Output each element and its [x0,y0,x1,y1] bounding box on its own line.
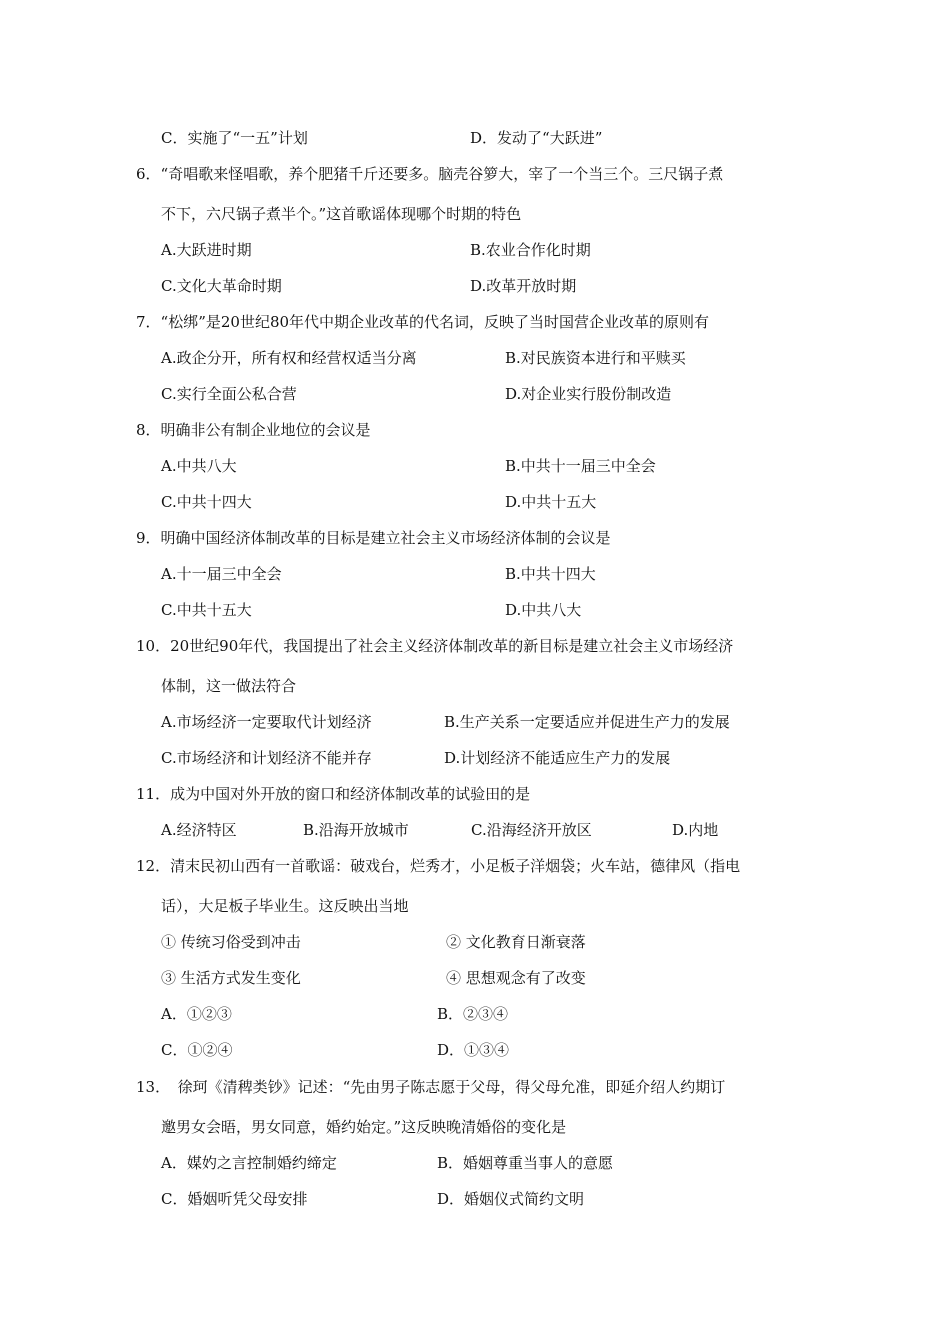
q11-option-c: C.沿海经济开放区 [471,821,592,839]
q7-option-d: D.对企业实行股份制改造 [505,385,672,403]
q12-item-1: ① 传统习俗受到冲击 [161,933,301,951]
q12-stem-line1: 12．清末民初山西有一首歌谣：破戏台，烂秀才，小足板子洋烟袋；火车站，德律风（指电 [136,857,741,875]
q10-option-a: A.市场经济一定要取代计划经济 [161,713,372,731]
q10-option-c: C.市场经济和计划经济不能并存 [161,749,372,767]
q11-option-a: A.经济特区 [161,821,237,839]
q6-stem-line2: 不下，六尺锅子煮半个。”这首歌谣体现哪个时期的特色 [161,205,522,223]
q12-option-d: D．①③④ [437,1041,510,1059]
q12-option-c: C．①②④ [161,1041,233,1059]
q6-stem-line1: 6．“奇唱歌来怪唱歌，养个肥猪千斤还要多。脑壳谷箩大，宰了一个当三个。三尺锅子煮 [136,165,724,183]
q8-option-b: B.中共十一届三中全会 [505,457,656,475]
q13-option-a: A．媒妁之言控制婚约缔定 [161,1154,337,1172]
q11-option-d: D.内地 [672,821,719,839]
q7-option-b: B.对民族资本进行和平赎买 [505,349,686,367]
q12-item-2: ② 文化教育日渐衰落 [446,933,586,951]
q9-option-d: D.中共八大 [505,601,582,619]
q7-option-a: A.政企分开，所有权和经营权适当分离 [161,349,417,367]
q13-option-c: C．婚姻听凭父母安排 [161,1190,308,1208]
q10-stem-line1: 10．20世纪90年代，我国提出了社会主义经济体制改革的新目标是建立社会主义市场经济 [136,637,734,655]
q8-stem-line1: 8．明确非公有制企业地位的会议是 [136,421,371,439]
q5-option-c: C．实施了“一五”计划 [161,129,308,147]
q11-stem-line1: 11．成为中国对外开放的窗口和经济体制改革的试验田的是 [136,785,531,803]
q8-option-d: D.中共十五大 [505,493,597,511]
q13-stem-line2: 邀男女会晤，男女同意，婚约始定。”这反映晚清婚俗的变化是 [161,1118,567,1136]
q6-option-b: B.农业合作化时期 [470,241,591,259]
q12-item-4: ④ 思想观念有了改变 [446,969,586,987]
q10-option-d: D.计划经济不能适应生产力的发展 [444,749,671,767]
q9-option-b: B.中共十四大 [505,565,596,583]
q12-stem-line2: 话），大足板子毕业生。这反映出当地 [161,897,409,915]
q11-option-b: B.沿海开放城市 [303,821,409,839]
q13-stem-line1: 13． 徐珂《清稗类钞》记述：“先由男子陈志愿于父母，得父母允准，即延介绍人约期订 [136,1078,726,1096]
q8-option-a: A.中共八大 [161,457,237,475]
q9-option-a: A.十一届三中全会 [161,565,282,583]
q7-stem-line1: 7．“松绑”是20世纪80年代中期企业改革的代名词，反映了当时国营企业改革的原则有 [136,313,710,331]
q12-option-b: B．②③④ [437,1005,509,1023]
q13-option-b: B．婚姻尊重当事人的意愿 [437,1154,614,1172]
q8-option-c: C.中共十四大 [161,493,252,511]
q10-stem-line2: 体制，这一做法符合 [161,677,297,695]
q12-item-3: ③ 生活方式发生变化 [161,969,301,987]
q9-option-c: C.中共十五大 [161,601,252,619]
q9-stem-line1: 9．明确中国经济体制改革的目标是建立社会主义市场经济体制的会议是 [136,529,611,547]
q5-option-d: D．发动了“大跃进” [470,129,603,147]
q7-option-c: C.实行全面公私合营 [161,385,297,403]
q6-option-d: D.改革开放时期 [470,277,577,295]
q12-option-a: A．①②③ [161,1005,232,1023]
q13-option-d: D．婚姻仪式简约文明 [437,1190,585,1208]
q6-option-c: C.文化大革命时期 [161,277,282,295]
q10-option-b: B.生产关系一定要适应并促进生产力的发展 [444,713,730,731]
q6-option-a: A.大跃进时期 [161,241,252,259]
